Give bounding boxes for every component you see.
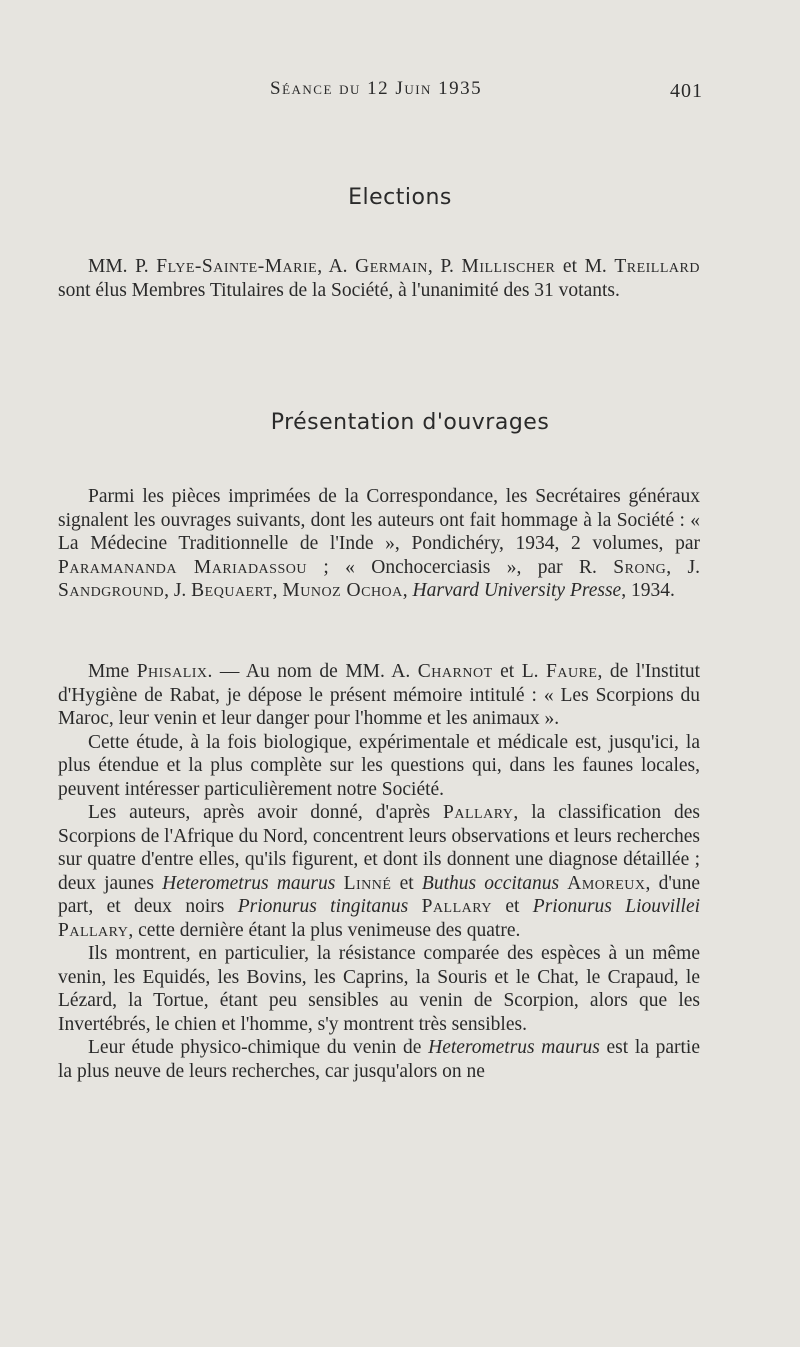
author-name: Pallary: [58, 919, 129, 941]
ouvrages-paragraph: Parmi les pièces imprimées de la Correspondance, les Secrétaires généraux signalent les ouvrages suivants, dont les auteurs ont fait hommage à la Société : « La Médecine Traditionnelle de l'Inde », Pondichéry, 1934, 2 volumes, par Paramananda Mariadassou ; « Onchocerciasis », par R. Srong, J. Sandground, J. Bequaert, Munoz Ochoa, Harvard University Presse, 1934.: [58, 486, 701, 601]
species-name: Prionurus tingitanus: [237, 896, 409, 917]
species-name: Heterometrus maurus: [428, 1037, 600, 1058]
author-name: Pallary: [421, 896, 492, 917]
species-name: Prionurus Liouvillei: [532, 896, 701, 917]
ouvrages-body: [58, 485, 700, 603]
elections-body: [58, 255, 700, 302]
author-name: Sandground: [58, 580, 165, 601]
author-name: Munoz Ochoa: [282, 580, 403, 601]
species-name: Heterometrus maurus: [162, 872, 336, 894]
phisalix-paragraph-2: Cette étude, à la fois biologique, expérimentale et médicale est, jusqu'ici, la plus étendue et la plus complète sur les questions qui, dans les faunes locales, peuvent intéresser particulièrement notre Société.: [58, 731, 700, 800]
author-name: Linné: [343, 872, 392, 894]
running-header: Séance du 12 Juin 1935: [270, 78, 483, 99]
author-name: Paramananda Mariadassou: [58, 556, 307, 578]
species-name: Buthus occitanus: [421, 872, 560, 894]
author-name: Srong: [613, 556, 667, 578]
phisalix-paragraph-5: Leur étude physico-chimique du venin de Heterometrus maurus est la partie la plus neuve de leurs recherches, car jusqu'alors on ne: [58, 1037, 700, 1082]
publisher-name: Harvard University Presse: [412, 580, 622, 601]
author-name: Germain: [355, 256, 428, 277]
author-name: Millischer: [461, 256, 556, 277]
author-name: Flye-Sainte-Marie: [156, 256, 318, 277]
phisalix-paragraph-3: Les auteurs, après avoir donné, d'après Pallary, la classification des Scorpions de l'Afrique du Nord, concentrent leurs observations et leurs recherches sur quatre d'entre elles, qu'ils figurent, et dont ils donnent une diagnose détaillée ; deux jaunes Heterometrus maurus Linné et Buthus occitanus Amoreux, d'une part, et deux noirs Prionurus tingitanus Pallary et Prionurus Liouvillei Pallary, cette dernière étant la plus venimeuse des quatre.: [58, 802, 701, 941]
phisalix-paragraph-4: Ils montrent, en particulier, la résistance comparée des espèces à un même venin, les Equidés, les Bovins, les Caprins, la Souris et le Chat, le Crapaud, le Lézard, la Tortue, étant peu sensibles au venin de Scorpion, alors que les Invertébrés, le chien et l'homme, s'y montrent très sensibles.: [58, 943, 700, 1035]
author-name: Treillard: [614, 256, 700, 277]
author-name: Amoreux: [567, 872, 646, 894]
section-title-presentation-ouvrages: Présentation d'ouvrages: [270, 410, 550, 435]
section-title-elections: Elections: [348, 185, 452, 210]
author-name: Pallary: [443, 802, 514, 823]
elections-paragraph: MM. P. Flye-Sainte-Marie, A. Germain, P. Millischer et M. Treillard sont élus Membres Titulaires de la Société, à l'unanimité des 31 votants.: [58, 256, 700, 301]
author-name: Faure: [546, 661, 598, 682]
author-name: Bequaert: [191, 580, 273, 601]
phisalix-paragraph-1: Mme Phisalix. — Au nom de MM. A. Charnot et L. Faure, de l'Institut d'Hygiène de Rabat, je dépose le présent mémoire intitulé : « Les Scorpions du Maroc, leur venin et leur danger pour l'homme et les animaux ».: [58, 661, 700, 729]
phisalix-body: [58, 660, 700, 1083]
page-number: 401: [670, 80, 703, 102]
author-name: Charnot: [417, 661, 493, 682]
author-name: Phisalix: [136, 661, 208, 682]
